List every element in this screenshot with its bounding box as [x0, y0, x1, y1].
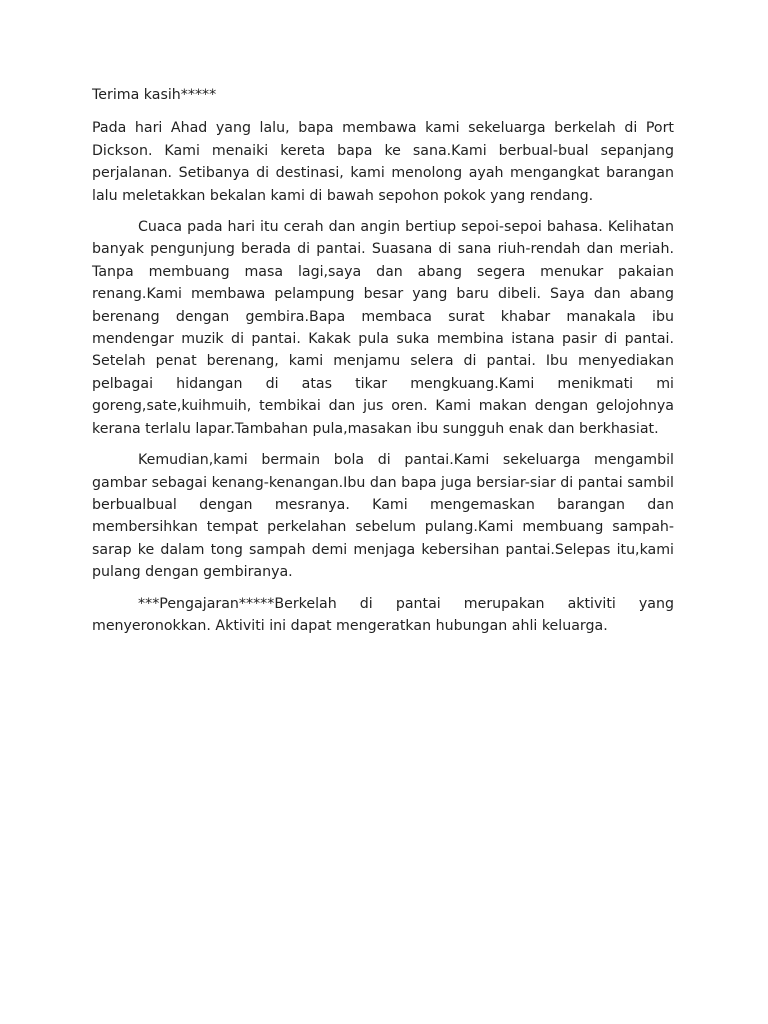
- document-heading: Terima kasih*****: [92, 87, 217, 103]
- paragraph-moral: ***Pengajaran*****Berkelah di pantai merupakan aktiviti yang menyeronokkan. Aktiviti ini dapat mengeratkan hubungan ahli keluarga.: [92, 595, 674, 634]
- document-page: [92, 84, 674, 646]
- paragraph-intro: Pada hari Ahad yang lalu, bapa membawa kami sekeluarga berkelah di Port Dickson. Kami menaiki kereta bapa ke sana.Kami berbual-bual sepanjang perjalanan. Setibanya di destinasi, kami menolong ayah mengangkat barangan lalu meletakkan bekalan kami di bawah sepohon pokok yang rendang.: [92, 120, 674, 204]
- paragraph-weather: Cuaca pada hari itu cerah dan angin bertiup sepoi-sepoi bahasa. Kelihatan banyak pengunjung berada di pantai. Suasana di sana riuh-rendah dan meriah. Tanpa membuang masa lagi,saya dan abang segera menukar pakaian renang.Kami membawa pelampung besar yang baru dibeli. Saya dan abang berenang dengan gembira.Bapa membaca surat khabar manakala ibu mendengar muzik di pantai. Kakak pula suka membina istana pasir di pantai. Setelah penat berenang, kami menjamu selera di pantai. Ibu menyediakan pelbagai hidangan di atas tikar mengkuang.Kami menikmati mi goreng,sate,kuihmuih, tembikai dan jus oren. Kami makan dengan gelojohnya kerana terlalu lapar.Tambahan pula,masakan ibu sungguh enak dan berkhasiat.: [92, 219, 674, 437]
- paragraph-activities: Kemudian,kami bermain bola di pantai.Kami sekeluarga mengambil gambar sebagai kenang-kenangan.Ibu dan bapa juga bersiar-siar di pantai sambil berbualbual dengan mesranya. Kami mengemaskan barangan dan membersihkan tempat perkelahan sebelum pulang.Kami membuang sampah-sarap ke dalam tong sampah demi menjaga kebersihan pantai.Selepas itu,kami pulang dengan gembiranya.: [92, 452, 674, 581]
